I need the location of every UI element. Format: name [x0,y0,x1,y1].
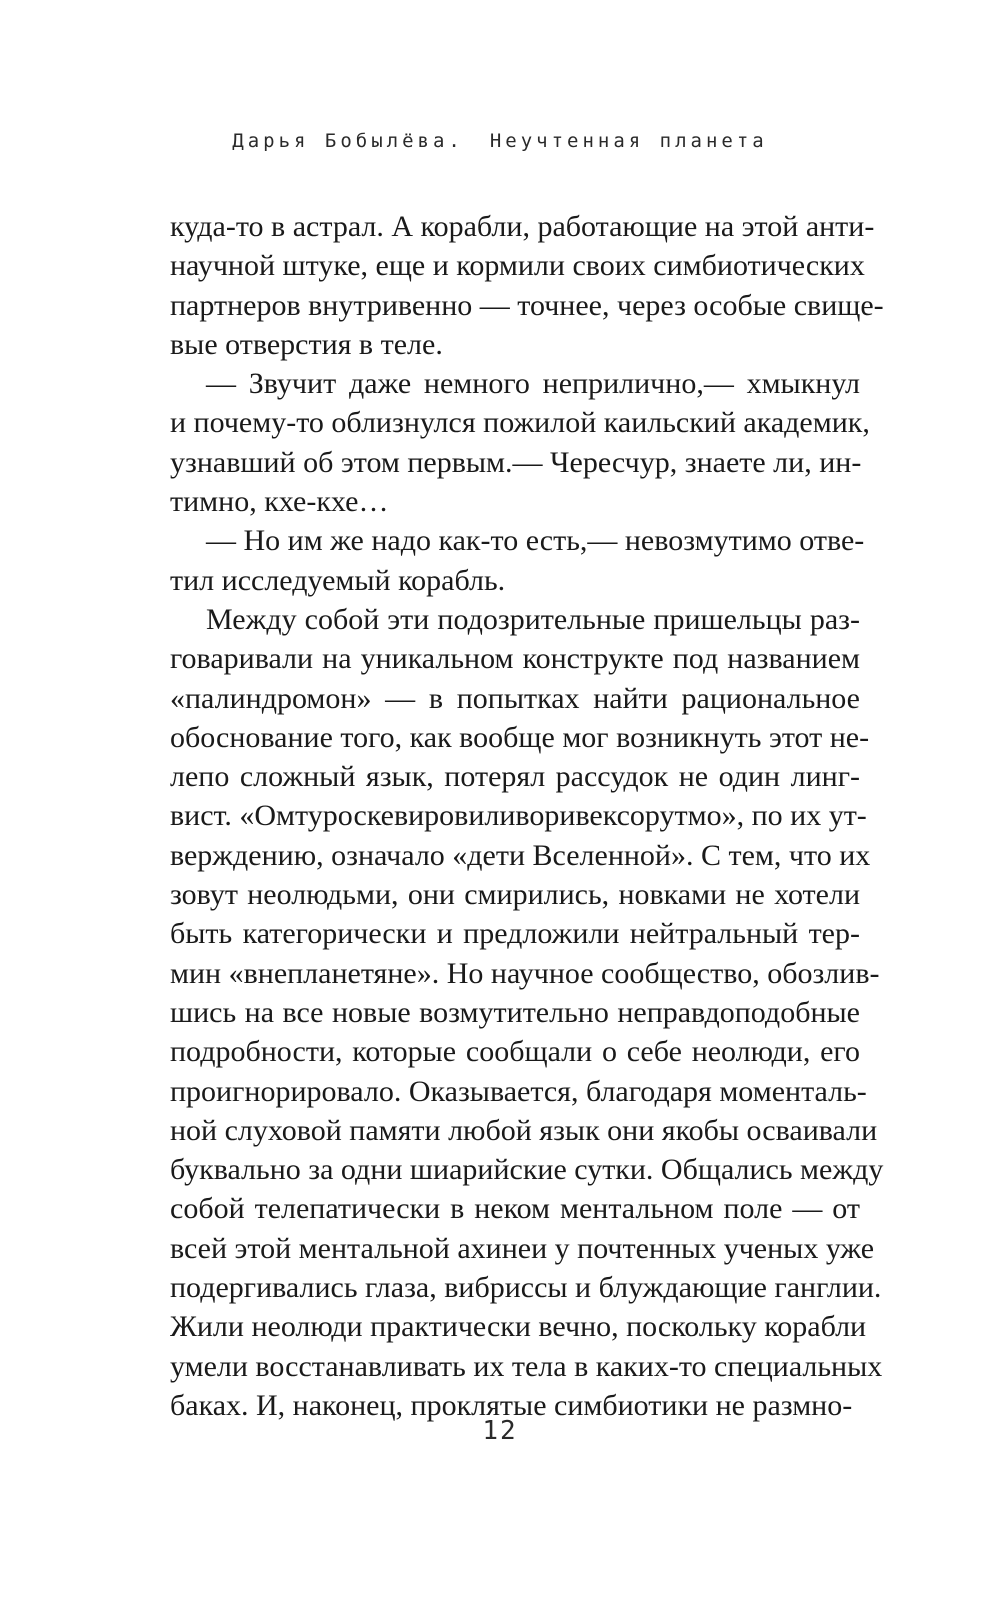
text-line: узнавший об этом первым.— Чересчур, знаете ли, ин- [170,445,862,479]
text-line: быть категорически и предложили нейтральный тер- [170,917,860,951]
text-line: шись на все новые возмутительно неправдоподобные [170,995,860,1029]
text-line: проигнорировало. Оказывается, благодаря моменталь- [170,1074,867,1108]
text-line: вые отверстия в теле. [170,327,443,361]
text-line: лепо сложный язык, потерял рассудок не один линг- [170,760,860,794]
paragraph [170,364,870,521]
text-line: буквально за одни шиарийские сутки. Общались между [170,1153,884,1187]
text-line: Жили неолюди практически вечно, поскольку корабли [170,1310,867,1344]
text-line: всей этой ментальной ахинеи у почтенных ученых уже [170,1231,875,1265]
paragraph [170,207,884,364]
text-line: подробности, которые сообщали о себе неолюди, его [170,1035,860,1069]
text-line: умели восстанавливать их тела в каких-то специальных [170,1349,883,1383]
text-line: верждению, означало «дети Вселенной». С тем, что их [170,838,871,872]
text-line: зовут неолюдьми, они смирились, новками не хотели [170,878,860,912]
text-line: баках. И, наконец, проклятые симбиотики не размно- [170,1388,853,1422]
text-line: — Звучит даже немного неприлично,— хмыкнул [206,367,860,401]
text-line: тил исследуемый корабль. [170,563,506,597]
text-line: и почему-то облизнулся пожилой каильский академик, [170,406,870,440]
paragraph [170,521,865,600]
paragraph [170,600,884,1425]
page-number: 12 [482,1416,518,1446]
running-head [0,130,1000,152]
text-line: мин «внепланетяне». Но научное сообщество, обозлив- [170,956,880,990]
text-line: обоснование того, как вообще мог возникнуть этот не- [170,720,870,754]
text-line: тимно, кхе-кхе… [170,485,389,519]
running-head-author: Дарья Бобылёва. [232,130,464,152]
running-head-title: Неучтенная планета [489,130,768,152]
text-line: Между собой эти подозрительные пришельцы раз- [206,602,860,636]
text-line: — Но им же надо как-то есть,— невозмутимо отве- [206,524,865,558]
text-line: говаривали на уникальном конструкте под названием [170,642,860,676]
text-line: партнеров внутривенно — точнее, через особые свище- [170,288,884,322]
text-line: подергивались глаза, вибриссы и блуждающие ганглии. [170,1271,882,1305]
text-line: собой телепатически в неком ментальном поле — от [170,1192,860,1226]
text-line: вист. «Омтуроскевировиливоривексорутмо», по их ут- [170,799,867,833]
text-line: куда-то в астрал. А корабли, работающие на этой анти- [170,210,875,243]
text-line: ной слуховой памяти любой язык они якобы осваивали [170,1113,878,1147]
body-text [170,207,884,1425]
text-line: «палиндромон» — в попытках найти рациональное [170,681,860,715]
text-line: научной штуке, еще и кормили своих симбиотических [170,249,865,283]
